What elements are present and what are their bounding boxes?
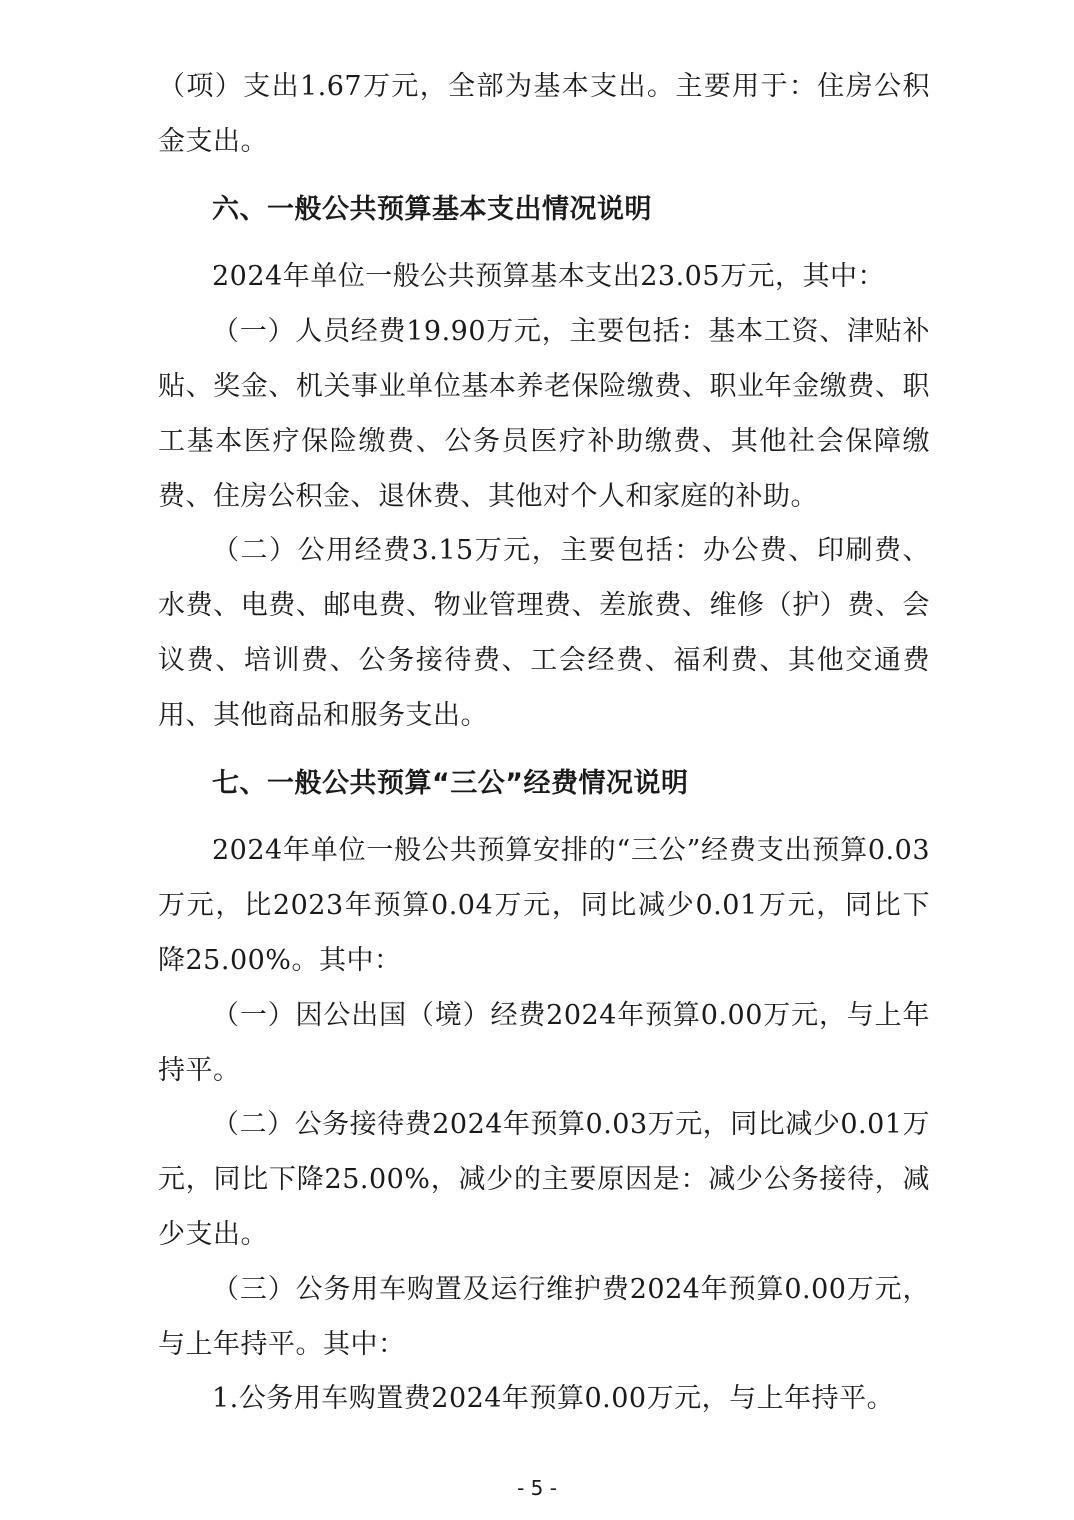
page-number: - 5 - bbox=[517, 1476, 557, 1500]
paragraph-public-expenses: （二）公用经费3.15万元，主要包括：办公费、印刷费、水费、电费、邮电费、物业管理费、差旅费、维修（护）费、会议费、培训费、公务接待费、工会经费、福利费、其他交通费用、其他商品和服务支出。 bbox=[158, 535, 930, 731]
paragraph-vehicle-purchase: 1.公务用车购置费2024年预算0.00万元，与上年持平。 bbox=[212, 1383, 895, 1415]
paragraph-basic-expenditure: 2024年单位一般公共预算基本支出23.05万元，其中： bbox=[212, 261, 886, 293]
document-body bbox=[158, 60, 930, 1427]
paragraph-overseas-travel: （一）因公出国（境）经费2024年预算0.00万元，与上年持平。 bbox=[158, 999, 930, 1086]
section-heading-seven: 七、一般公共预算“三公”经费情况说明 bbox=[212, 767, 689, 799]
paragraph-personnel-expenses: （一）人员经费19.90万元，主要包括：基本工资、津贴补贴、奖金、机关事业单位基本养老保险缴费、职业年金缴费、职工基本医疗保险缴费、公务员医疗补助缴费、其他社会保障缴费、住房公积金、退休费、其他对个人和家庭的补助。 bbox=[158, 316, 930, 512]
paragraph-official-reception: （二）公务接待费2024年预算0.03万元，同比减少0.01万元，同比下降25.00%，减少的主要原因是：减少公务接待，减少支出。 bbox=[158, 1109, 930, 1250]
paragraph-official-vehicles: （三）公务用车购置及运行维护费2024年预算0.00万元，与上年持平。其中： bbox=[158, 1273, 930, 1360]
section-heading-six: 六、一般公共预算基本支出情况说明 bbox=[212, 193, 652, 225]
paragraph-three-public-funds: 2024年单位一般公共预算安排的“三公”经费支出预算0.03万元，比2023年预算0.04万元，同比减少0.01万元，同比下降25.00%。其中： bbox=[158, 835, 930, 976]
paragraph-continuation: （项）支出1.67万元，全部为基本支出。主要用于：住房公积金支出。 bbox=[158, 71, 930, 157]
